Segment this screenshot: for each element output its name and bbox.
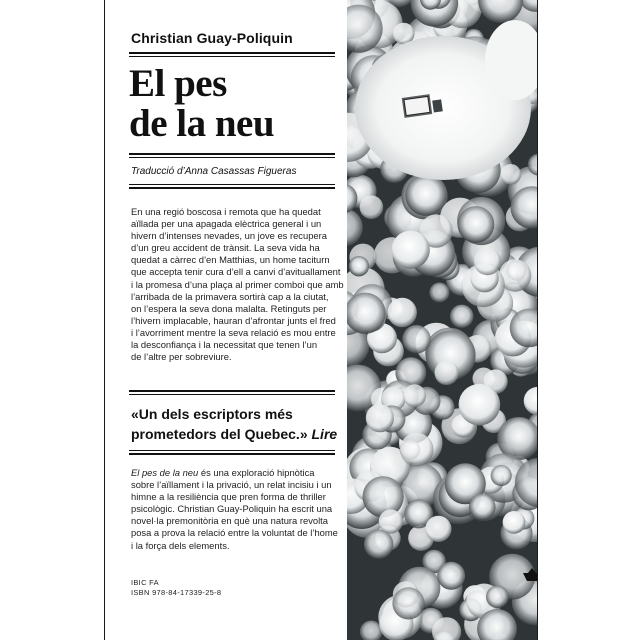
tree-crown [388, 298, 417, 327]
description-line: posa a prova la relació entre la voluntat de l’home [131, 527, 338, 539]
cover-photo [347, 0, 537, 640]
tree-crown [379, 509, 403, 533]
tree-crown [503, 511, 526, 534]
author-name: Christian Guay-Poliquin [131, 30, 293, 46]
tree-crown [425, 516, 451, 542]
tree-crown [349, 256, 369, 276]
quote-line-1: «Un dels escriptors més [131, 406, 293, 422]
isbn-code: ISBN 978-84-17339-25-8 [131, 588, 222, 597]
synopsis-line: aïllada per una apagada elèctrica general i un [131, 218, 322, 230]
description-line: i la força dels elements. [131, 539, 230, 551]
bibliographic-info [131, 578, 221, 598]
description-line: himne a la resiliència que pren forma de thriller [131, 491, 326, 503]
tree-crown [435, 361, 459, 385]
book-title [129, 64, 274, 144]
tree-crown [360, 195, 384, 219]
tree-crown [501, 164, 522, 185]
tree-crown [429, 283, 449, 303]
tree-crown [474, 248, 501, 275]
barcode-area [125, 603, 235, 640]
description-line: novel·la premonitòria en què una natura revolta [131, 515, 328, 527]
tree-crown [364, 530, 393, 559]
translator-rule-top [129, 184, 335, 185]
synopsis-line: que accepta tenir cura d’ell a canvi d’avituallament [131, 266, 341, 278]
synopsis-line: de l’altre per sobreviure. [131, 351, 232, 363]
tree-crown [491, 465, 512, 486]
quote-rule-top [129, 390, 335, 392]
tree-crown [392, 587, 424, 619]
tree-crown [486, 586, 509, 609]
title-rule-top [129, 153, 335, 155]
tree-crown [469, 494, 496, 521]
description-line: psicològic. Christian Guay-Poliquin ha escrit una [131, 503, 333, 515]
press-quote [131, 404, 337, 444]
synopsis-line: d’un greu accident de trànsit. La seva vida ha [131, 242, 320, 254]
tree-crown [366, 404, 394, 432]
title-line-1: El pes [129, 62, 227, 105]
description-line-text: és una exploració hipnòtica [198, 467, 315, 478]
tree-crown [392, 231, 430, 269]
description-title: El pes de la neu [131, 467, 199, 478]
quote-rule-bottom [129, 453, 335, 455]
description-line: sobre l’aïllament i la privació, un relat incisiu i un [131, 479, 332, 491]
paper-boat-icon [522, 567, 538, 583]
synopsis-line: la desconfiança i la necessitat que tenen l’un [131, 339, 318, 351]
author-rule-top [129, 52, 335, 54]
tree-crown [458, 206, 495, 243]
translator-credit: Traducció d’Anna Casassas Figueras [131, 166, 297, 177]
description-line [131, 467, 347, 479]
ibic-code: IBIC FA [131, 578, 159, 587]
quote-rule-bottom-thin [129, 450, 335, 451]
tree-crown [402, 325, 431, 354]
tree-crown [403, 384, 426, 407]
book-back-cover [104, 0, 538, 640]
quote-rule-top-thin [129, 394, 335, 395]
quote-line-2: prometedors del Quebec.» [131, 426, 308, 442]
synopsis-line: hivern d’intenses nevades, un jove es recupera [131, 230, 327, 242]
synopsis-line: quedat a càrrec d’en Matthias, un home taciturn [131, 254, 330, 266]
synopsis-line: l’arribada de la primavera sortirà cap a la ciutat, [131, 290, 329, 302]
synopsis-line: on l’espera la seva dona malalta. Retinguts per [131, 302, 327, 314]
synopsis-line: i l’avorriment mentre la seva relació es mou entre [131, 326, 336, 338]
text-column [105, 0, 347, 640]
tree-crown [459, 384, 501, 426]
translator-rule-bottom [129, 187, 335, 189]
description [131, 467, 347, 552]
title-line-2: de la neu [129, 102, 275, 145]
tree-crown [363, 476, 404, 517]
tree-crown [400, 433, 434, 467]
synopsis-line: l’hivern implacable, hauran d’afrontar junts el fred [131, 314, 336, 326]
author-rule-bottom [129, 56, 335, 57]
tree-crown [450, 305, 474, 329]
tree-crown [437, 562, 465, 590]
synopsis [131, 206, 347, 363]
tree-crown [405, 175, 446, 216]
synopsis-line: En una regió boscosa i remota que ha quedat [131, 206, 321, 217]
quote-source: Lire [311, 426, 338, 442]
title-rule-bottom [129, 157, 335, 158]
synopsis-line: i la promesa d’una plaça al primer comboi que amb [131, 278, 344, 290]
